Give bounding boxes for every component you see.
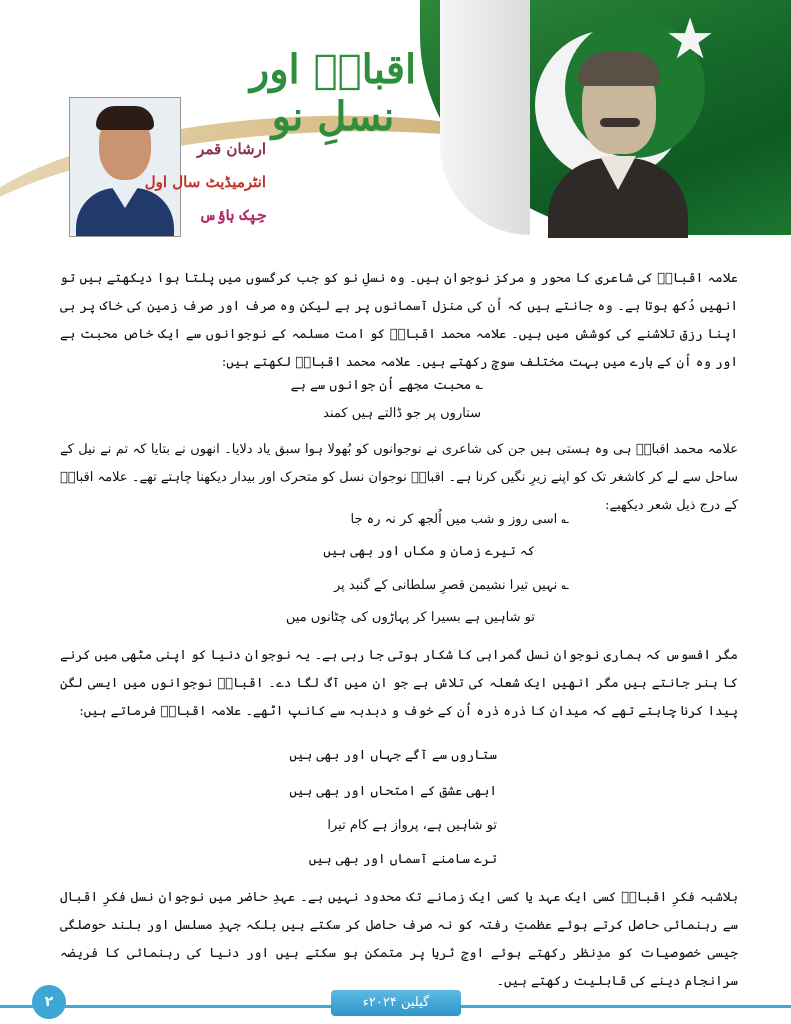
paragraph-4: بلاشبہ فکرِ اقبالؒ کسی ایک عہد یا کسی ایک زمانے تک محدود نہیں ہے۔ عہدِ حاضر میں نوجوان نسل فکرِ اقبال سے رہنمائی حاصل کرتے ہوئے عظمتِ رفتہ کو نہ صرف حاصل کر سکتے ہیں بلکہ جہدِ مسلسل اور بلند حوصلگی جیسی خصوصیات کو مدِنظر رکھتے ہوئے اوجِ ثریا پر متمکن ہو سکتے ہیں اور دنیا کی رہنمائی کا فریضہ سرانجام دینے کی قابلیت رکھتے ہیں۔ bbox=[60, 890, 738, 989]
author-house: جِپک ہاؤس bbox=[199, 206, 266, 224]
verse-line: ستاروں سے آگے جہاں اور بھی ہیں bbox=[289, 748, 497, 763]
author-name: ارشان قمر bbox=[197, 140, 266, 158]
iqbal-portrait-image bbox=[548, 48, 688, 230]
verse-line: ؎ اسی روز و شب میں اُلجھ کر نہ رہ جا bbox=[350, 512, 569, 527]
verse-line: تو شاہیں ہے بسیرا کر پہاڑوں کی چٹانوں میں bbox=[285, 610, 535, 625]
article-title: اقبالؒ اور نسلِ نو bbox=[249, 46, 417, 140]
verse-line: کہ تیرے زمان و مکاں اور بھی ہیں bbox=[323, 544, 535, 559]
author-photo bbox=[69, 97, 181, 237]
verse-line: ابھی عشق کے امتحاں اور بھی ہیں bbox=[289, 784, 497, 799]
paragraph-1: علامہ اقبالؒ کی شاعری کا محور و مرکز نوجوان ہیں۔ وہ نسلِ نو کو جب کرگسوں میں پلتا ہوا دیکھتے ہیں تو انھیں دُکھ ہوتا ہے۔ وہ جانتے ہیں کہ اُن کی منزل آسمانوں پر ہے لیکن وہ صرف اور صرف زمین کی خاک پر ہی اپنا رزق تلاشنے کی کوشش میں ہیں۔ علامہ محمد اقبالؒ کو امت مسلمہ کے نوجوانوں سے ایک خاص محبت ہے اور وہ اُن کے بارے میں بہت مختلف سوچ رکھتے ہیں۔ علامہ محمد اقبالؒ لکھتے ہیں: bbox=[60, 271, 738, 370]
star-icon: ★ bbox=[665, 7, 716, 72]
author-class: انٹرمیڈیٹ سال اول bbox=[144, 173, 266, 191]
verse-line: ترے سامنے آسماں اور بھی ہیں bbox=[308, 852, 497, 867]
journal-name-badge: گیلین ۲۰۲۴ء bbox=[331, 990, 461, 1016]
verse-line: تو شاہیں ہے، پرواز ہے کام تیرا bbox=[327, 818, 497, 833]
verse-line: ستاروں پر جو ڈالتے ہیں کمند bbox=[323, 406, 481, 421]
page-number-badge: ۲ bbox=[32, 985, 66, 1019]
paragraph-2: علامہ محمد اقبالؒ ہی وہ ہستی ہیں جن کی شاعری نے نوجوانوں کو بُھولا ہوا سبق یاد دلایا۔ انھوں نے بتایا کہ تم نے نیل کے ساحل سے لے کر کاشغر تک کو اپنے زیرِ نگیں کرنا ہے۔ اقبالؒ نوجوان نسل کو متحرک اور بیدار دیکھنا چاہتے تھے۔ علامہ اقبالؒ کے درج ذیل شعر دیکھیے: bbox=[60, 442, 738, 513]
verse-line: ؎ نہیں تیرا نشیمن قصرِ سلطانی کے گنبد پر bbox=[334, 578, 569, 593]
paragraph-3: مگر افسوس کہ ہماری نوجوان نسل گمراہی کا شکار ہوتی جا رہی ہے۔ یہ نوجوان دنیا کو اپنی مٹھی میں کرنے کا ہنر جانتے ہیں مگر انھیں ایک شعلہ کی تلاش ہے جو ان میں آگ لگا دے۔ اقبالؒ نوجوانوں میں ایسی لگن پیدا کرنا چاہتے تھے کہ میدان کا ذرہ ذرہ اُن کے خوف و دبدبہ سے کانپ اٹھے۔ علامہ اقبالؒ فرماتے ہیں: bbox=[60, 648, 738, 719]
verse-line: ؎ محبت مجھے اُن جوانوں سے ہے bbox=[290, 378, 483, 393]
